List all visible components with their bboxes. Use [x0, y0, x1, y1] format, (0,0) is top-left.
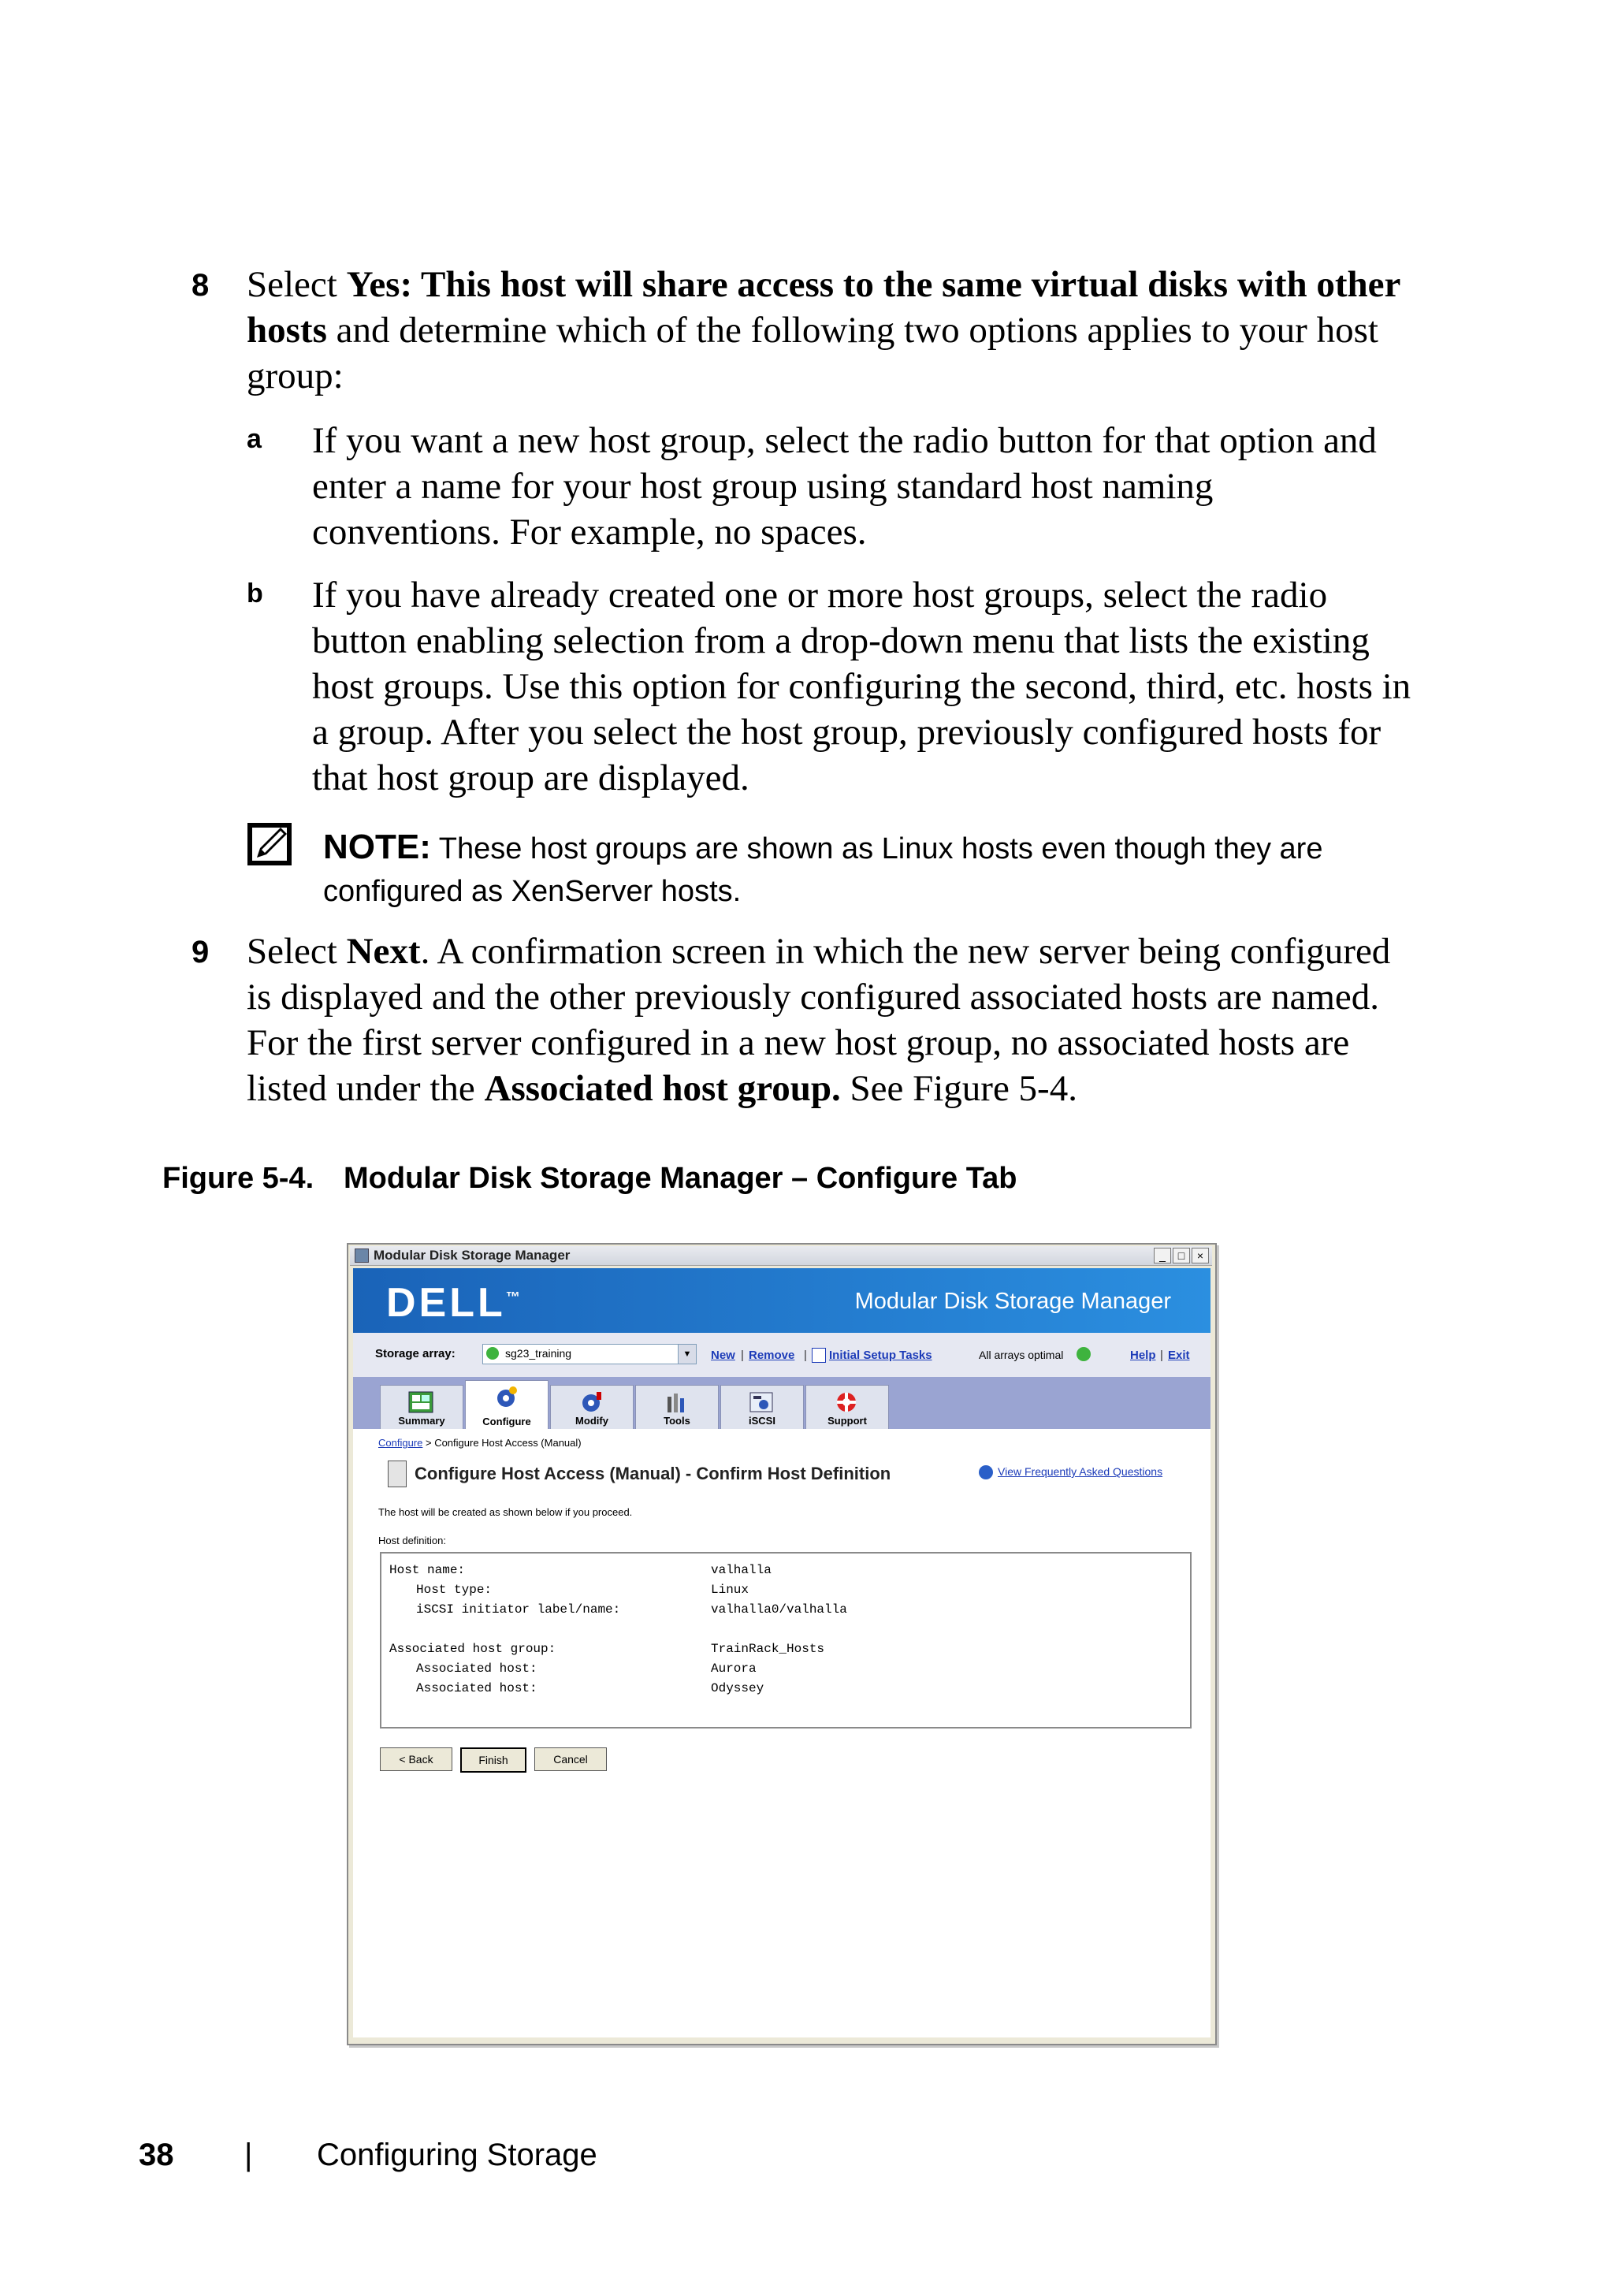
tab-summary-label: Summary — [398, 1415, 445, 1427]
substep-b-text: If you have already created one or more host groups, select the radio button enabling selection from a drop-down menu that lists the existing host groups. Use this option for configuring the second, third, etc. hosts in a group. After you select the host group, previously configured hosts for that host group are displayed. — [312, 575, 1411, 798]
app-icon — [355, 1248, 369, 1263]
tab-modify[interactable] — [550, 1385, 634, 1430]
section-title: Configuring Storage — [317, 2138, 597, 2172]
storage-array-value: sg23_training — [505, 1347, 572, 1360]
storage-array-select[interactable] — [482, 1344, 697, 1364]
window-title: Modular Disk Storage Manager — [374, 1248, 571, 1263]
chevron-down-icon[interactable]: ▼ — [678, 1345, 696, 1364]
cancel-button[interactable]: Cancel — [534, 1747, 607, 1771]
def-value: valhalla0/valhalla — [711, 1602, 847, 1617]
help-icon — [979, 1465, 993, 1479]
link-separator: | — [1160, 1349, 1163, 1362]
step-8-text — [247, 262, 1413, 399]
tab-configure-label: Configure — [482, 1416, 531, 1427]
substep-b-letter: b — [247, 579, 263, 608]
note-text — [323, 826, 1395, 913]
link-separator: | — [741, 1349, 744, 1362]
iscsi-icon — [748, 1390, 775, 1414]
def-key: Host type: — [416, 1583, 493, 1597]
faq-link[interactable]: View Frequently Asked Questions — [998, 1465, 1163, 1478]
lifebuoy-icon — [833, 1390, 860, 1414]
def-key: Associated host group: — [389, 1642, 556, 1656]
tab-strip — [353, 1377, 1210, 1429]
step-9-number: 9 — [192, 935, 210, 969]
def-value: Odyssey — [711, 1681, 764, 1695]
figure-label: Figure 5-4. — [162, 1162, 314, 1195]
step-9-bold-next: Next — [346, 931, 421, 972]
storage-array-label: Storage array: — [375, 1347, 456, 1360]
note-body: These host groups are shown as Linux hosts even though they are configured as XenServer hosts. — [323, 832, 1323, 908]
figure-title: Modular Disk Storage Manager – Configure Tab — [344, 1162, 1017, 1195]
maximize-button[interactable]: □ — [1173, 1248, 1190, 1263]
def-key: iSCSI initiator label/name: — [416, 1602, 621, 1617]
header-banner — [353, 1268, 1210, 1333]
back-button[interactable]: < Back — [380, 1747, 452, 1771]
gear-icon — [578, 1390, 604, 1414]
title-bar — [350, 1246, 1212, 1266]
initial-setup-link[interactable]: Initial Setup Tasks — [829, 1349, 932, 1362]
page-title: Configure Host Access (Manual) - Confirm Host Definition — [415, 1464, 891, 1483]
info-text: The host will be created as shown below if you proceed. — [378, 1506, 633, 1518]
logo-tm: ™ — [505, 1289, 523, 1305]
product-name: Modular Disk Storage Manager — [854, 1289, 1171, 1314]
tab-tools[interactable] — [635, 1385, 719, 1430]
dell-logo — [386, 1279, 523, 1327]
footer-separator: | — [244, 2138, 253, 2172]
tab-summary[interactable] — [380, 1385, 463, 1430]
step-9-mid: . A confirmation screen in which the new server being configured is displayed and the other previously configured associated hosts are named. For the first server configured in a new host group, no associated hosts are listed under the — [247, 931, 1391, 1109]
storage-array-bar — [353, 1333, 1210, 1378]
def-value: valhalla — [711, 1563, 772, 1577]
host-definition-box — [380, 1552, 1192, 1729]
breadcrumb-configure-link[interactable]: Configure — [378, 1437, 423, 1449]
def-value: Linux — [711, 1583, 749, 1597]
close-button[interactable]: × — [1192, 1248, 1209, 1263]
new-link[interactable]: New — [711, 1349, 735, 1362]
note-pencil-icon — [246, 820, 295, 869]
help-link[interactable]: Help — [1130, 1349, 1156, 1362]
tab-support-label: Support — [827, 1415, 867, 1427]
page-icon — [388, 1461, 407, 1487]
breadcrumb-current: > Configure Host Access (Manual) — [422, 1437, 582, 1449]
step-8-bold: Yes: This host will share access to the same virtual disks with other hosts — [247, 264, 1400, 351]
step-8-number: 8 — [192, 268, 210, 303]
app-window — [347, 1243, 1217, 2045]
summary-icon — [407, 1390, 434, 1414]
tools-icon — [663, 1390, 690, 1414]
note-label: NOTE: — [323, 828, 431, 866]
finish-button[interactable]: Finish — [460, 1747, 526, 1773]
remove-link[interactable]: Remove — [749, 1349, 795, 1362]
def-key: Associated host: — [416, 1662, 537, 1676]
tab-iscsi-label: iSCSI — [749, 1415, 775, 1427]
step-9-post: See Figure 5-4. — [840, 1068, 1077, 1109]
link-separator: | — [804, 1349, 807, 1362]
breadcrumb — [378, 1437, 582, 1449]
step-8-pre: Select — [247, 264, 347, 305]
tab-tools-label: Tools — [664, 1415, 690, 1427]
host-definition-label: Host definition: — [378, 1535, 446, 1546]
step-9-text — [247, 928, 1421, 1111]
step-9-pre: Select — [247, 931, 347, 972]
def-value: Aurora — [711, 1662, 757, 1676]
content-pane — [353, 1429, 1210, 2037]
array-status-text: All arrays optimal — [979, 1349, 1064, 1361]
substep-a-text: If you want a new host group, select the radio button for that option and enter a name for your host group using standard host naming conventions. For example, no spaces. — [312, 420, 1377, 553]
gear-icon — [493, 1386, 519, 1409]
exit-link[interactable]: Exit — [1168, 1349, 1190, 1362]
tab-modify-label: Modify — [575, 1415, 608, 1427]
def-key: Associated host: — [416, 1681, 537, 1695]
array-status-icon — [486, 1347, 499, 1360]
tab-support[interactable] — [805, 1385, 889, 1430]
def-key: Host name: — [389, 1563, 466, 1577]
step-8-post: and determine which of the following two options applies to your host group: — [247, 310, 1378, 396]
def-value: TrainRack_Hosts — [711, 1642, 825, 1656]
step-9-bold-group: Associated host group. — [484, 1068, 841, 1109]
optimal-status-icon — [1077, 1347, 1091, 1361]
page-number: 38 — [139, 2138, 174, 2172]
logo-text: DELL — [386, 1280, 506, 1326]
minimize-button[interactable]: _ — [1154, 1248, 1171, 1263]
tab-configure[interactable] — [465, 1380, 549, 1431]
substep-a-letter: a — [247, 424, 262, 454]
checklist-icon — [812, 1348, 826, 1363]
tab-iscsi[interactable] — [720, 1385, 804, 1430]
